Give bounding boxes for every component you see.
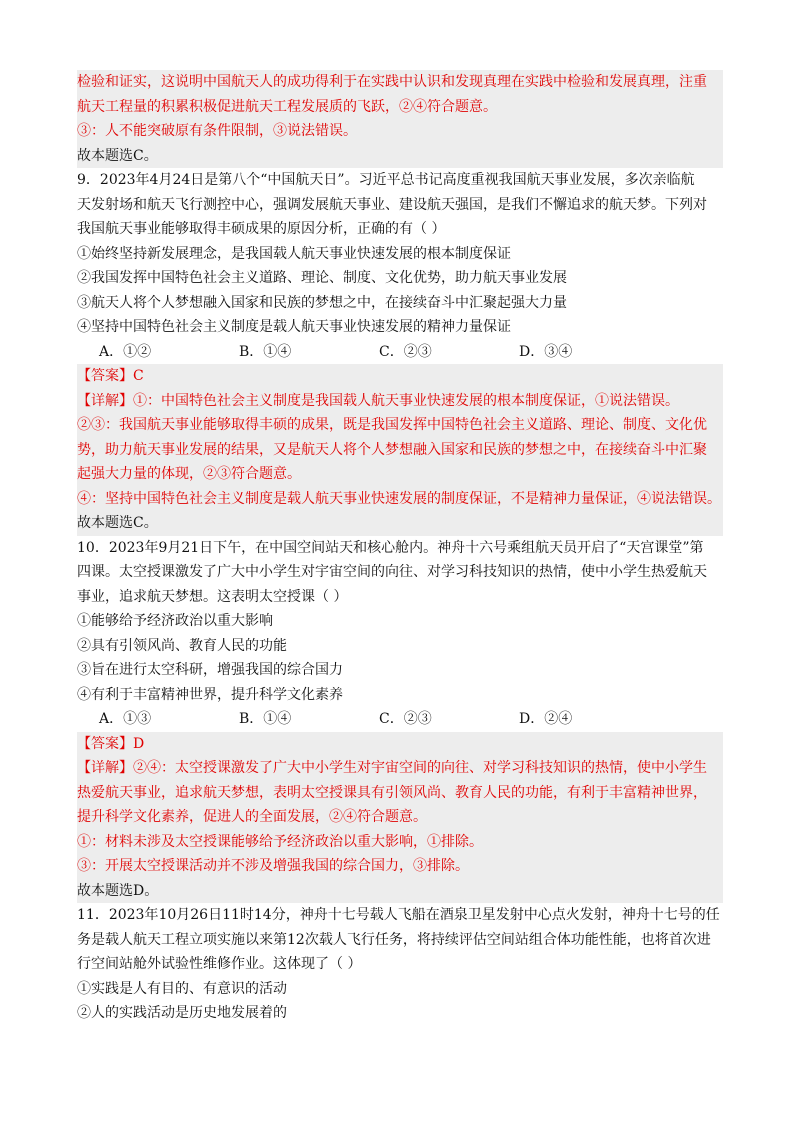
question-stem-line: 11．2023年10月26日11时14分，神舟十七号载人飞船在酒泉卫星发射中心点火发射，神舟十七号的任: [77, 907, 720, 923]
option-d: D．③④: [519, 343, 573, 360]
question-stem-line: 务是载人航天工程立项实施以来第12次载人飞行任务，将持续评估空间站组合体功能性能，也将首次进: [77, 931, 711, 948]
detail-line: ③：开展太空授课活动并不涉及增强我国的综合国力，③排除。: [77, 858, 469, 874]
option-b: B．①④: [239, 711, 292, 727]
detail-line: 提升科学文化素养，促进人的全面发展，②④符合题意。: [77, 809, 427, 825]
detail-line: 起强大力量的体现，②③符合题意。: [77, 466, 301, 482]
question-stem-line: 9．2023年4月24日是第八个“中国航天日”。习近平总书记高度重视我国航天事业发展，多次亲临航: [77, 172, 695, 188]
question-11: [77, 903, 723, 1026]
detail-line: ②③：我国航天事业能够取得丰硕的成果，既是我国发挥中国特色社会主义道路、理论、制度、文化优: [77, 417, 707, 433]
question-stem-line: 四课。太空授课激发了广大中小学生对宇宙空间的向往、对学习科技知识的热情，使中小学生热爱航天: [77, 564, 707, 580]
detail-line: 热爱航天事业，追求航天梦想，表明太空授课具有引领风尚、教育人民的功能，有利于丰富精神世界，: [77, 784, 707, 801]
conclusion-line: 故本题选C。: [77, 147, 158, 164]
question-stem-line: 10．2023年9月21日下午，在中国空间站天和核心舱内。神舟十六号乘组航天员开启了“天宫课堂”第: [77, 539, 704, 556]
detail-line: ③：人不能突破原有条件限制，③说法错误。: [77, 123, 357, 139]
question-stem-line: 我国航天事业能够取得丰硕成果的原因分析，正确的有（ ）: [77, 221, 446, 237]
statement-item: ②具有引领风尚、教育人民的功能: [77, 637, 287, 654]
statement-item: ②人的实践活动是历史地发展着的: [77, 1005, 287, 1021]
conclusion-line: 故本题选C。: [77, 515, 158, 531]
question-10: [77, 536, 723, 732]
detail-line: 【详解】②④：太空授课激发了广大中小学生对宇宙空间的向往、对学习科技知识的热情，使中小学生: [77, 760, 707, 776]
document-page: [77, 70, 723, 1026]
question-9: [77, 168, 723, 364]
detail-line: 检验和证实，这说明中国航天人的成功得利于在实践中认识和发现真理在实践中检验和发展真理，注重: [77, 74, 707, 90]
option-a: A．①③: [99, 711, 152, 727]
detail-line: 势，助力航天事业发展的结果，又是航天人将个人梦想融入国家和民族的梦想之中，在接续奋斗中汇聚: [77, 441, 707, 458]
option-a: A．①②: [99, 343, 152, 360]
statement-item: ①始终坚持新发展理念，是我国载人航天事业快速发展的根本制度保证: [77, 245, 511, 262]
detail-line: ①：材料未涉及太空授课能够给予经济政治以重大影响，①排除。: [77, 833, 483, 850]
question-stem-line: 事业，追求航天梦想。这表明太空授课（ ）: [77, 588, 348, 605]
option-c: C．②③: [379, 343, 432, 360]
answer-options: [77, 340, 723, 365]
q10-answer-block: [77, 732, 723, 904]
detail-line: 航天工程量的积累积极促进航天工程发展质的飞跃，②④符合题意。: [77, 98, 497, 115]
statement-item: ④坚持中国特色社会主义制度是载人航天事业快速发展的精神力量保证: [77, 319, 511, 335]
q9-answer-block: [77, 364, 723, 536]
statement-item: ④有利于丰富精神世界，提升科学文化素养: [77, 686, 343, 703]
option-c: C．②③: [379, 711, 432, 727]
statement-item: ①实践是人有目的、有意识的活动: [77, 980, 287, 997]
question-stem-line: 行空间站舱外试验性维修作业。这体现了（ ）: [77, 956, 362, 972]
answer-options: [77, 707, 723, 732]
conclusion-line: 故本题选D。: [77, 882, 159, 899]
answer-line: 【答案】D: [77, 735, 145, 752]
option-d: D．②④: [519, 711, 573, 727]
prev-detail-block: [77, 70, 723, 168]
question-stem-line: 天发射场和航天飞行测控中心，强调发展航天事业、建设航天强国，是我们不懈追求的航天梦。下列对: [77, 196, 707, 213]
detail-line: ④：坚持中国特色社会主义制度是载人航天事业快速发展的制度保证，不是精神力量保证，④说法错误。: [77, 490, 721, 507]
statement-item: ②我国发挥中国特色社会主义道路、理论、制度、文化优势，助力航天事业发展: [77, 270, 567, 286]
answer-line: 【答案】C: [77, 368, 144, 384]
statement-item: ③旨在进行太空科研，增强我国的综合国力: [77, 662, 343, 678]
detail-line: 【详解】①：中国特色社会主义制度是我国载人航天事业快速发展的根本制度保证，①说法错误。: [77, 392, 679, 409]
option-b: B．①④: [239, 343, 292, 360]
statement-item: ①能够给予经济政治以重大影响: [77, 613, 273, 629]
statement-item: ③航天人将个人梦想融入国家和民族的梦想之中，在接续奋斗中汇聚起强大力量: [77, 294, 567, 311]
